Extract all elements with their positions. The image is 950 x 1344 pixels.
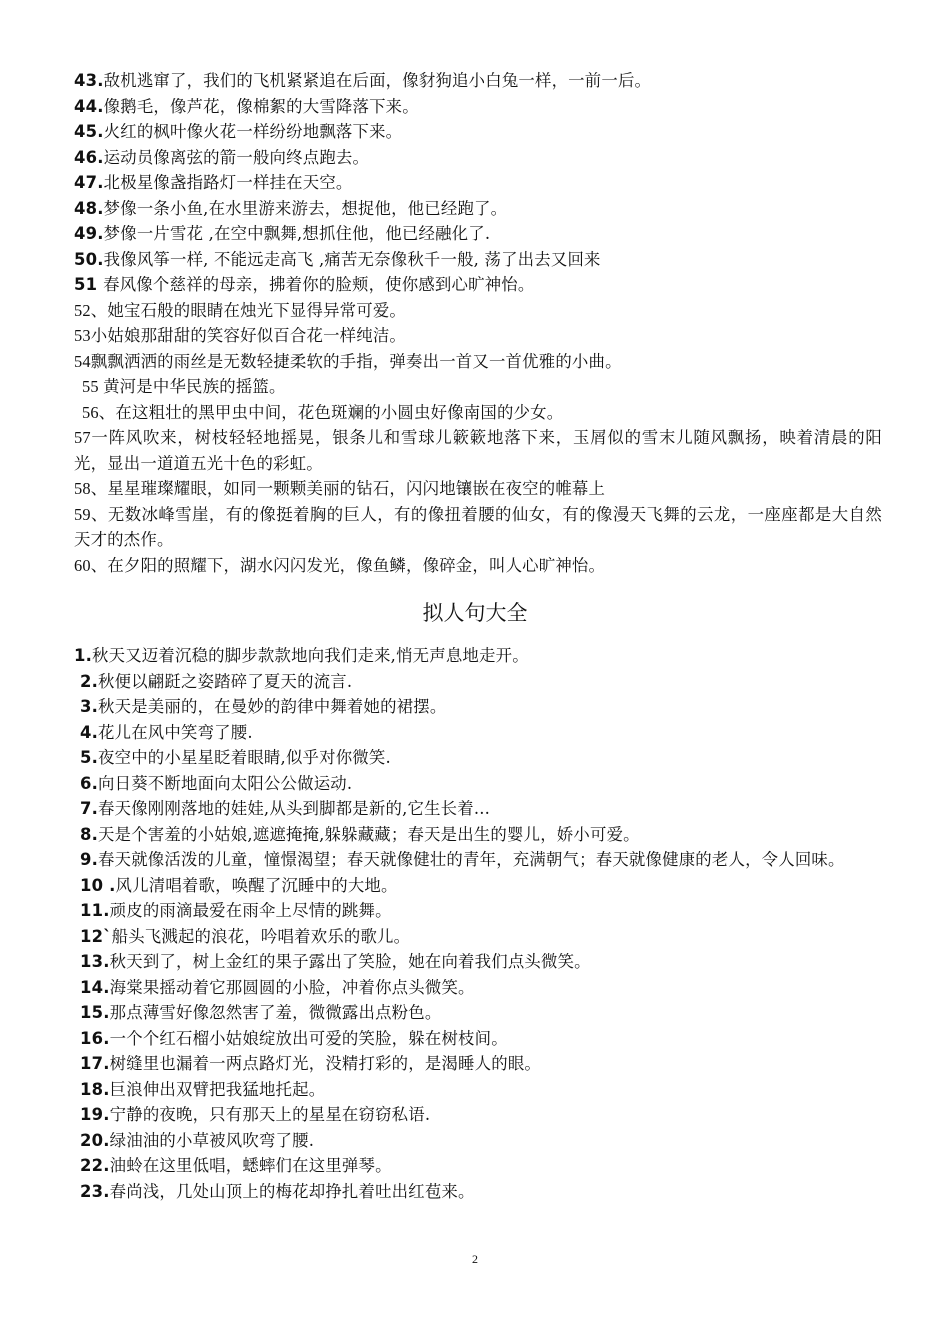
item-number: 23. <box>80 1181 110 1201</box>
item-text: 梦像一片雪花 ,在空中飘舞,想抓住他，他已经融化了. <box>103 224 491 243</box>
item-number: 48. <box>74 198 104 218</box>
item-text: 敌机逃窜了，我们的飞机紧紧追在后面，像豺狗追小白兔一样，一前一后。 <box>103 71 652 90</box>
item-text: 她宝石般的眼睛在烛光下显得异常可爱。 <box>107 300 407 320</box>
item-text: 宁静的夜晚，只有那天上的星星在窃窃私语. <box>109 1105 431 1124</box>
list-item <box>74 272 882 298</box>
item-text: 小姑娘那甜甜的笑容好似百合花一样纯洁。 <box>90 326 407 345</box>
item-number: 57 <box>74 428 91 447</box>
list-item <box>74 1000 882 1026</box>
item-number: 8. <box>80 824 99 844</box>
item-text: 绿油油的小草被风吹弯了腰. <box>109 1130 315 1150</box>
list-item <box>74 323 882 349</box>
item-text: 黄河是中华民族的摇篮。 <box>103 377 286 396</box>
item-number: 53 <box>74 326 91 345</box>
item-text: 飘飘洒洒的雨丝是无数轻捷柔软的手指，弹奏出一首又一首优雅的小曲。 <box>90 351 622 371</box>
list-item <box>74 476 882 502</box>
item-number: 43. <box>74 71 104 90</box>
item-number: 5. <box>80 748 99 767</box>
item-text: 在夕阳的照耀下，湖水闪闪发光，像鱼鳞，像碎金，叫人心旷神怡。 <box>107 555 606 575</box>
list-item <box>74 822 882 848</box>
item-number: 60、 <box>74 555 108 575</box>
page-number: 2 <box>472 1252 478 1266</box>
item-number: 22. <box>80 1156 110 1175</box>
list-item <box>74 349 882 375</box>
item-text: 运动员像离弦的箭一般向终点跑去。 <box>103 147 370 167</box>
list-item <box>74 924 882 950</box>
list-item <box>74 502 882 553</box>
item-text: 像鹅毛，像芦花，像棉絮的大雪降落下来。 <box>103 96 419 116</box>
list-item <box>74 119 882 145</box>
item-text: 春天像刚刚落地的娃娃,从头到脚都是新的,它生长着... <box>98 799 491 818</box>
list-item <box>74 1026 882 1052</box>
item-number: 59、 <box>74 504 108 524</box>
item-text: 秋便以翩跹之姿踏碎了夏天的流言. <box>98 671 353 691</box>
list-item <box>74 873 882 899</box>
item-text: 我像风筝一样, 不能远走高飞 ,痛苦无奈像秋千一般, 荡了出去又回来 <box>103 249 601 269</box>
item-text: 秋天到了，树上金红的果子露出了笑脸，她在向着我们点头微笑。 <box>109 952 591 971</box>
item-text: 夜空中的小星星眨着眼睛,似乎对你微笑. <box>98 748 391 767</box>
item-number: 49. <box>74 224 104 243</box>
item-number: 17. <box>80 1054 110 1073</box>
list-item <box>74 553 882 579</box>
item-number: 18. <box>80 1079 110 1099</box>
item-number: 2. <box>80 671 99 691</box>
list-item <box>74 170 882 196</box>
item-number: 12` <box>80 926 112 946</box>
item-number: 46. <box>74 147 104 167</box>
item-text: 海棠果摇动着它那圆圆的小脸，冲着你点头微笑。 <box>109 977 475 997</box>
list-item <box>74 771 882 797</box>
item-number: 44. <box>74 96 104 116</box>
list-item <box>74 1153 882 1179</box>
item-text: 风儿清唱着歌，唤醒了沉睡中的大地。 <box>115 875 398 895</box>
item-number: 51 <box>74 275 104 294</box>
list-item <box>74 898 882 924</box>
list-item <box>74 1051 882 1077</box>
item-text: 花儿在风中笑弯了腰. <box>98 722 253 742</box>
item-number: 47. <box>74 173 104 192</box>
list-item <box>74 949 882 975</box>
list-item <box>74 298 882 324</box>
list-item <box>74 374 882 400</box>
list-item <box>74 247 882 273</box>
item-number: 3. <box>80 697 99 716</box>
item-text: 秋天是美丽的，在曼妙的韵律中舞着她的裙摆。 <box>98 697 447 716</box>
item-text: 向日葵不断地面向太阳公公做运动. <box>98 773 353 793</box>
item-text: 火红的枫叶像火花一样纷纷地飘落下来。 <box>103 122 403 141</box>
item-text: 树缝里也漏着一两点路灯光，没精打彩的，是渴睡人的眼。 <box>109 1054 541 1073</box>
item-number: 56、 <box>82 402 116 422</box>
item-number: 20. <box>80 1130 110 1150</box>
item-number: 45. <box>74 122 104 141</box>
item-number: 15. <box>80 1003 110 1022</box>
item-number: 4. <box>80 722 99 742</box>
list-item <box>74 847 882 873</box>
item-number: 11. <box>80 901 110 920</box>
item-text: 船头飞溅起的浪花，吟唱着欢乐的歌儿。 <box>111 926 411 946</box>
list-item <box>74 1128 882 1154</box>
item-number: 50. <box>74 249 104 269</box>
item-text: 那点薄雪好像忽然害了羞，微微露出点粉色。 <box>109 1003 442 1022</box>
list-item <box>74 94 882 120</box>
item-text: 油蛉在这里低唱，蟋蟀们在这里弹琴。 <box>109 1156 392 1175</box>
list-item <box>74 145 882 171</box>
list-item <box>74 68 882 94</box>
item-number: 58、 <box>74 479 108 498</box>
list-item <box>74 425 882 476</box>
item-text: 春天就像活泼的儿童，憧憬渴望；春天就像健壮的青年，充满朝气；春天就像健康的老人，令人回味。 <box>98 850 845 869</box>
list-item <box>74 400 882 426</box>
item-number: 13. <box>80 952 110 971</box>
item-number: 6. <box>80 773 99 793</box>
list-item <box>74 975 882 1001</box>
item-number: 7. <box>80 799 99 818</box>
item-text: 在这粗壮的黑甲虫中间，花色斑斓的小圆虫好像南国的少女。 <box>115 402 564 422</box>
list-item <box>74 694 882 720</box>
list-item <box>74 221 882 247</box>
list-item <box>74 720 882 746</box>
list-item <box>74 1077 882 1103</box>
item-number: 52、 <box>74 300 108 320</box>
item-number: 54 <box>74 351 91 371</box>
list-item <box>74 196 882 222</box>
item-text: 北极星像盏指路灯一样挂在天空。 <box>103 173 353 192</box>
list-item <box>74 796 882 822</box>
item-number: 16. <box>80 1028 110 1048</box>
item-number: 14. <box>80 977 110 997</box>
item-text: 梦像一条小鱼,在水里游来游去，想捉他，他已经跑了。 <box>103 198 508 218</box>
item-text: 一阵风吹来，树枝轻轻地摇晃，银条儿和雪球儿簌簌地落下来，玉屑似的雪末儿随风飘扬，映着清晨的阳光，显出一道道五光十色的彩虹。 <box>74 428 882 473</box>
item-text: 天是个害羞的小姑娘,遮遮掩掩,躲躲藏藏；春天是出生的婴儿，娇小可爱。 <box>98 824 640 844</box>
simile-list <box>74 68 882 578</box>
list-item <box>74 1102 882 1128</box>
item-text: 顽皮的雨滴最爱在雨伞上尽情的跳舞。 <box>109 901 392 920</box>
item-number: 19. <box>80 1105 110 1124</box>
item-number: 9. <box>80 850 99 869</box>
item-text: 秋天又迈着沉稳的脚步款款地向我们走来,悄无声息地走开。 <box>92 646 529 665</box>
item-text: 无数冰峰雪崖，有的像挺着胸的巨人，有的像扭着腰的仙女，有的像漫天飞舞的云龙，一座座都是大自然天才的杰作。 <box>74 504 882 549</box>
list-item <box>74 745 882 771</box>
item-number: 1. <box>74 646 93 665</box>
item-text: 一个个红石榴小姑娘绽放出可爱的笑脸，躲在树枝间。 <box>109 1028 508 1048</box>
item-text: 春尚浅，几处山顶上的梅花却挣扎着吐出红苞来。 <box>109 1181 475 1201</box>
item-number: 55 <box>82 377 104 396</box>
item-text: 春风像个慈祥的母亲，拂着你的脸颊，使你感到心旷神怡。 <box>103 275 535 294</box>
item-number: 10 . <box>80 875 116 895</box>
list-item <box>74 669 882 695</box>
item-text: 星星璀璨耀眼，如同一颗颗美丽的钻石，闪闪地镶嵌在夜空的帷幕上 <box>107 479 606 498</box>
list-item <box>74 1179 882 1205</box>
item-text: 巨浪伸出双臂把我猛地托起。 <box>109 1079 326 1099</box>
list-item <box>74 643 882 669</box>
section-title: 拟人句大全 <box>422 601 528 625</box>
personification-list <box>74 643 882 1204</box>
